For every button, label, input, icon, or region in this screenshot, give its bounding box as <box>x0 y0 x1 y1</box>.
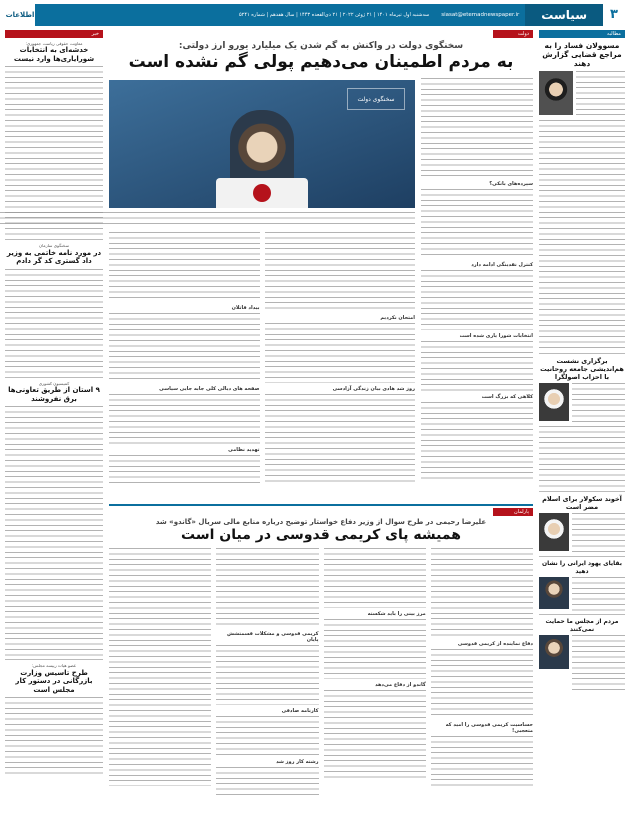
main-story-columns <box>109 232 415 500</box>
left-story-3-title: ۹ استان از طریق تعاونی‌ها برق نفروشند <box>8 386 100 403</box>
section-email: siasat@etemadnewspaper.ir <box>441 12 520 18</box>
right-story-2-body-cont <box>539 426 625 488</box>
left-story-1-body <box>5 66 103 236</box>
right-column-kicker: مطالبه <box>539 30 625 38</box>
issue-meta: سه‌شنبه اول تیرماه ۱۴۰۱ | ۲۱ ژوئن ۲۰۲۲ | ۲۱ ذی‌القعده ۱۴۴۳ | سال هفدهم | شماره ۵۲۴۱ <box>238 12 430 18</box>
right-story-3-body <box>572 513 625 553</box>
right-story-5-body <box>572 635 625 693</box>
second-sub-4: گاندو از دفاع می‌دهد <box>375 682 426 688</box>
main-photo <box>109 80 415 208</box>
second-sub-1: دفاع نماینده از کریمی قدوسی <box>457 641 533 647</box>
right-story-5-title: مردم از مجلس ما حمایت نمی‌کنند <box>545 618 619 633</box>
second-story-columns <box>109 548 533 793</box>
photo-backdrop-logo: سخنگوی دولت <box>347 88 405 110</box>
right-story-1-body-cont <box>539 120 625 350</box>
podium <box>216 178 308 208</box>
left-story-3-kicker: کمیسیون کشوری <box>38 380 70 386</box>
main-sub-9: تهدید نظامی <box>228 447 260 453</box>
left-story-1-title: خدشه‌ای به انتخابات شورایاری‌ها وارد نیست <box>13 46 95 63</box>
left-story-1-kicker: معاونت حقوقی ریاست جمهوری: <box>25 41 83 46</box>
second-kicker: پارلمان <box>493 508 533 516</box>
section-title: سیاست <box>525 4 603 26</box>
cleric-portrait-2 <box>539 383 569 421</box>
second-sub-5: کریمی قدوسی و مشکلات قسمتشش پایان <box>227 631 319 643</box>
second-sub-3: مرز بینی را باید شکسته <box>367 611 426 617</box>
second-story <box>109 504 533 816</box>
left-story-4-body <box>5 697 103 777</box>
main-sub-6: روز شد هادی بیان زندگی آزادسی <box>332 386 415 392</box>
right-story-1-title: مسوولان فساد را به مراجع قضایی گزارش دهند <box>542 41 622 68</box>
right-story-2-body <box>572 383 625 423</box>
main-column <box>109 30 533 816</box>
second-sub-7: رشته کار روز شد <box>276 759 319 765</box>
emblem-icon <box>253 184 271 202</box>
politician-portrait <box>539 577 569 609</box>
left-column <box>5 30 103 816</box>
right-story-1-body <box>576 71 625 117</box>
right-story-4-title: بقایای یهود ایرانی را نشان دهید <box>542 560 622 575</box>
newspaper-logo: اطلاعات <box>5 4 35 26</box>
left-column-kicker: خبر <box>5 30 103 38</box>
main-sub-8: صفحه های دیالی کلی جابه جایی سیاسی <box>159 386 260 392</box>
main-sub-4: کلاهی که بزرگ است <box>481 394 533 400</box>
right-column <box>539 30 625 816</box>
main-kicker: دولت <box>493 30 533 38</box>
page-header <box>5 4 625 26</box>
main-sub-3: انتخابات شورا یاری شده است <box>459 333 533 339</box>
main-story-lead <box>421 78 533 518</box>
second-sub-6: کارنامه صادقی <box>281 708 319 714</box>
main-sub-2: کنترل نقدینگی ادامه دارد <box>471 262 533 268</box>
left-story-3-body <box>5 406 103 656</box>
second-sub-2: حساسیت کریمی قدوسی را امید که متعجبی! <box>445 722 533 734</box>
left-story-2-title: در مورد نامه خاتمی به وزیر داد گستری کد گر دادم <box>6 248 102 266</box>
right-story-4-body <box>572 577 625 611</box>
left-story-4-kicker: عضو هیات رییسه مجلس: <box>31 663 77 669</box>
right-story-2-title: برگزاری نشست هم‌اندیشی جامعه روحانیت با احزاب اصولگرا <box>540 357 624 381</box>
main-sub-7: بیداد قاتلان <box>231 305 260 311</box>
right-story-3-title: آخوند سکولار برای اسلام مضر است <box>542 495 622 511</box>
main-sub-1: سپرده‌های بانکی؟ <box>489 181 533 187</box>
main-headline: به مردم اطمینان می‌دهیم پولی گم نشده است <box>128 52 514 72</box>
cleric-portrait-1 <box>539 71 573 115</box>
main-supertitle: سخنگوی دولت در واکنش به گم شدن یک میلیارد یورو ارز دولتی: <box>178 41 464 51</box>
left-story-4-title: طرح تاسیس وزارت بازرگانی در دستور کار مجلس است <box>15 668 93 694</box>
main-sub-5: امتحان نکردیم <box>380 315 415 321</box>
second-supertitle: علیرضا رحیمی در طرح سوال از وزیر دفاع خواستار توضیح درباره منابع مالی سریال «گاندو» شد <box>155 518 487 526</box>
cleric-portrait-3 <box>539 513 569 551</box>
left-story-2-kicker: سخنگوی سازمان <box>39 243 69 249</box>
page-number: ۳ <box>603 4 625 26</box>
left-story-2-body <box>5 269 103 374</box>
mp-portrait <box>539 635 569 669</box>
second-headline: همیشه پای کریمی قدوسی در میان است <box>181 527 461 543</box>
